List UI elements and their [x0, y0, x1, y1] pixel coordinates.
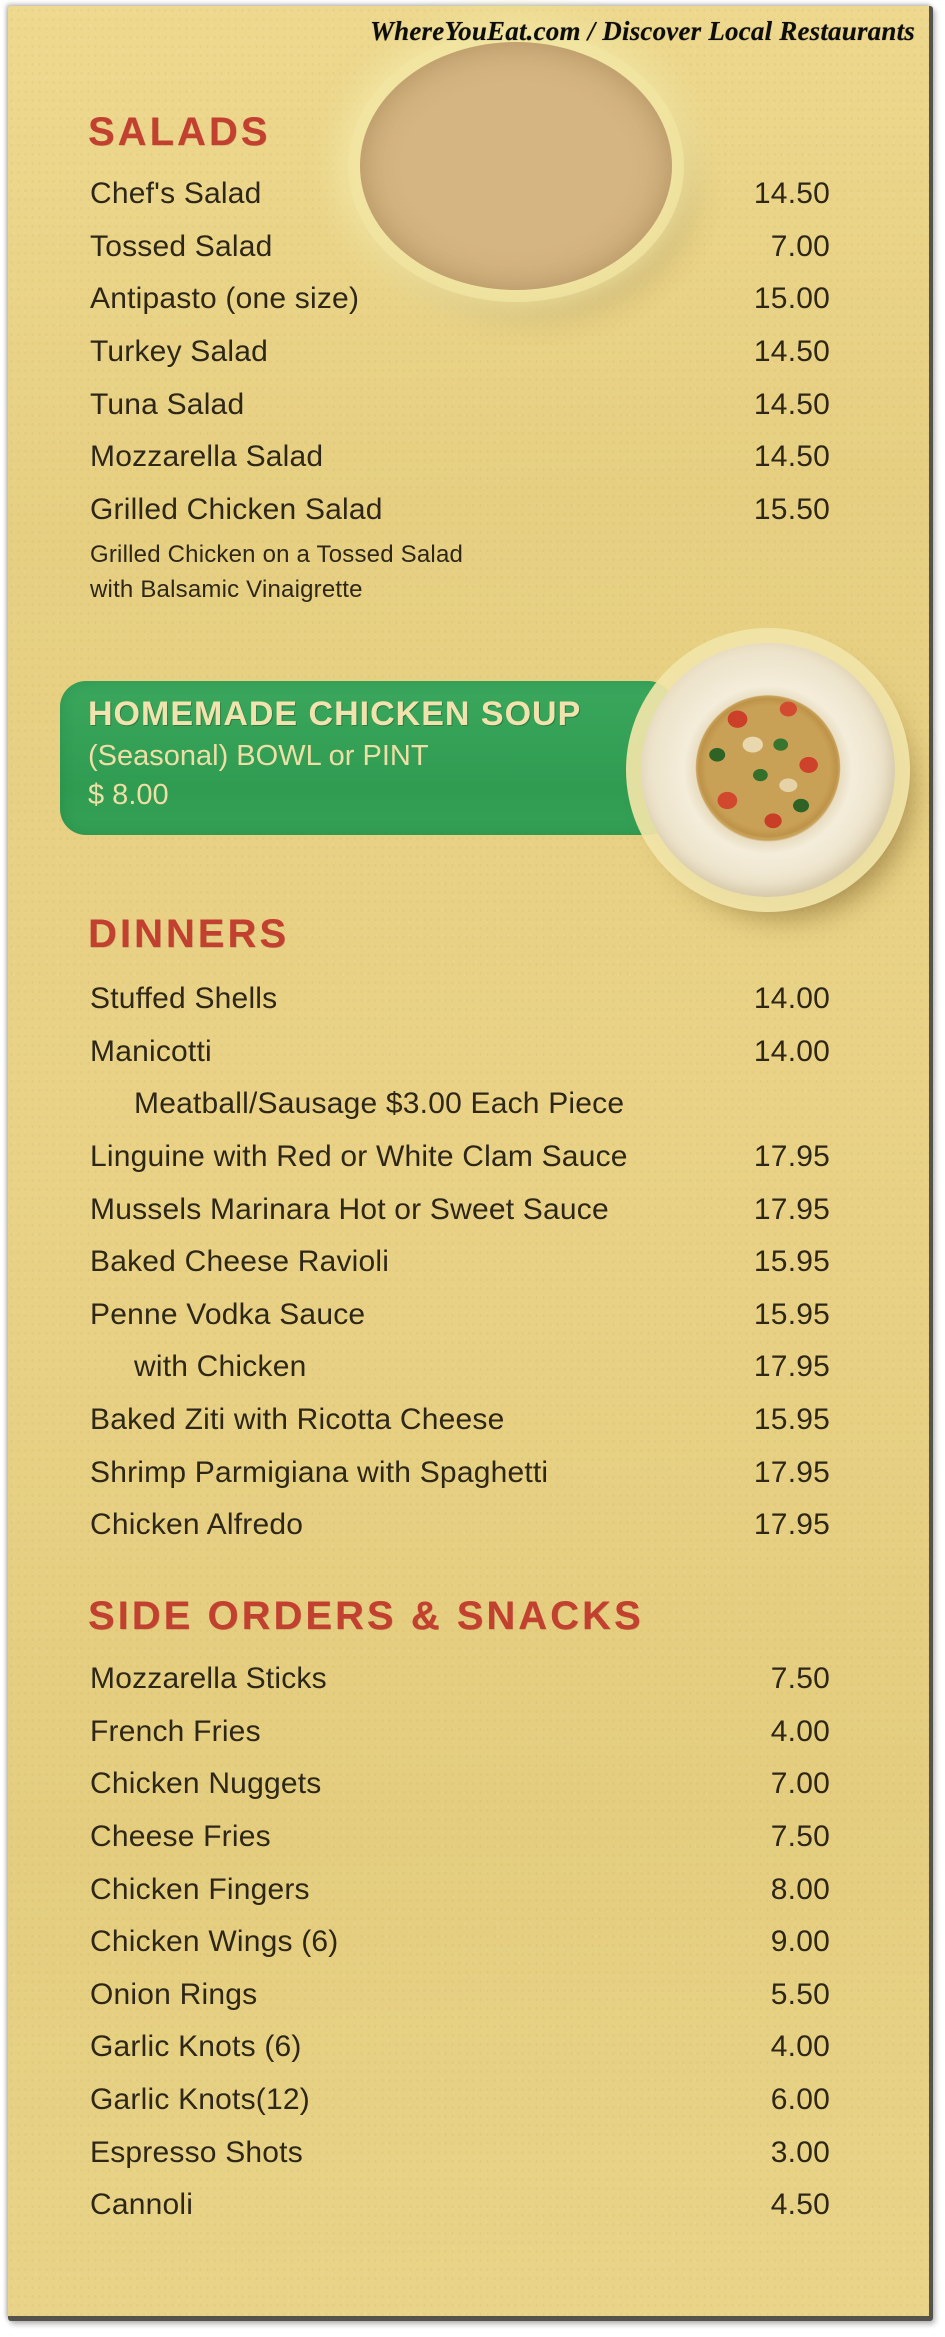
item-price: 7.00 — [770, 229, 830, 263]
salads-section-header: SALADS — [88, 110, 271, 154]
menu-item-row — [90, 1394, 830, 1447]
dinners-item-list — [90, 973, 830, 1552]
menu-item-row — [90, 1026, 830, 1079]
item-name: Linguine with Red or White Clam Sauce — [90, 1140, 628, 1174]
item-price: 14.50 — [753, 335, 830, 369]
item-price: 7.00 — [770, 1767, 830, 1801]
menu-item-row — [90, 484, 830, 537]
watermark-text: WhereYouEat.com / Discover Local Restaurants — [369, 16, 915, 46]
item-price: 17.95 — [753, 1350, 830, 1384]
item-name: Antipasto (one size) — [90, 282, 360, 316]
item-price: 9.00 — [770, 1925, 830, 1959]
item-price: 4.00 — [770, 2030, 830, 2064]
menu-item-row — [90, 1289, 830, 1342]
menu-item-row — [90, 1758, 830, 1811]
menu-item-row — [90, 2074, 830, 2127]
item-price: 14.50 — [753, 387, 830, 421]
item-name: Tuna Salad — [90, 387, 245, 421]
item-price: 5.50 — [770, 1977, 830, 2011]
item-name: Chicken Alfredo — [90, 1508, 304, 1542]
item-name: Chicken Fingers — [90, 1872, 310, 1906]
menu-item-row — [90, 378, 830, 431]
item-name: Shrimp Parmigiana with Spaghetti — [90, 1455, 549, 1489]
item-name: Chicken Wings (6) — [90, 1925, 339, 1959]
sides-item-list — [90, 1653, 830, 2232]
item-name: Meatball/Sausage $3.00 Each Piece — [134, 1087, 625, 1121]
item-name: with Chicken — [134, 1350, 307, 1384]
item-price: 17.95 — [753, 1192, 830, 1226]
soup-banner-title: HOMEMADE CHICKEN SOUP — [88, 695, 582, 733]
chicken-soup-banner — [60, 681, 674, 835]
item-name: Garlic Knots(12) — [90, 2083, 310, 2117]
item-price: 7.50 — [770, 1820, 830, 1854]
item-name: Chef's Salad — [90, 177, 262, 211]
item-price: 14.00 — [753, 982, 830, 1016]
item-price: 8.00 — [770, 1872, 830, 1906]
chicken-soup-photo — [641, 643, 895, 897]
menu-item-row — [90, 1499, 830, 1552]
item-name: Manicotti — [90, 1034, 212, 1068]
menu-item-row — [90, 1969, 830, 2022]
menu-item-row — [90, 1706, 830, 1759]
item-name: Mussels Marinara Hot or Sweet Sauce — [90, 1192, 609, 1226]
menu-item-row — [90, 2179, 830, 2232]
menu-item-row — [90, 1183, 830, 1236]
item-name: Mozzarella Sticks — [90, 1662, 327, 1696]
item-price: 4.50 — [770, 2188, 830, 2222]
menu-item-row — [90, 1446, 830, 1499]
menu-item-row — [90, 1916, 830, 1969]
item-name: Garlic Knots (6) — [90, 2030, 302, 2064]
soup-banner-subtitle: (Seasonal) BOWL or PINT — [88, 740, 429, 772]
menu-item-row — [90, 973, 830, 1026]
item-price: 3.00 — [770, 2135, 830, 2169]
item-price: 15.00 — [753, 282, 830, 316]
menu-item-row — [90, 431, 830, 484]
item-price: 17.95 — [753, 1140, 830, 1174]
item-price: 17.95 — [753, 1508, 830, 1542]
item-price: 15.95 — [753, 1297, 830, 1331]
menu-item-row — [90, 1653, 830, 1706]
item-name: French Fries — [90, 1714, 261, 1748]
menu-item-row — [90, 1863, 830, 1916]
item-name: Cannoli — [90, 2188, 194, 2222]
item-price: 4.00 — [770, 1714, 830, 1748]
item-name: Mozzarella Salad — [90, 440, 324, 474]
item-price: 14.50 — [753, 177, 830, 211]
menu-item-row — [90, 1811, 830, 1864]
soup-banner-price: $ 8.00 — [88, 779, 169, 811]
item-name: Grilled Chicken Salad — [90, 492, 383, 526]
sides-section-header: SIDE ORDERS & SNACKS — [88, 1594, 644, 1638]
menu-item-row — [90, 1078, 830, 1131]
menu-item-row — [90, 326, 830, 379]
item-price: 14.50 — [753, 440, 830, 474]
item-name: Turkey Salad — [90, 335, 269, 369]
item-price: 15.95 — [753, 1245, 830, 1279]
description-line: Grilled Chicken on a Tossed Salad — [90, 541, 464, 568]
item-name: Espresso Shots — [90, 2135, 303, 2169]
item-price: 7.50 — [770, 1662, 830, 1696]
item-price: 15.50 — [753, 492, 830, 526]
item-price: 17.95 — [753, 1455, 830, 1489]
description-line: with Balsamic Vinaigrette — [90, 576, 363, 603]
menu-item-row — [90, 1236, 830, 1289]
menu-item-row — [90, 1341, 830, 1394]
menu-item-row — [90, 1131, 830, 1184]
item-name: Onion Rings — [90, 1977, 258, 2011]
item-name: Tossed Salad — [90, 229, 273, 263]
item-price: 15.95 — [753, 1403, 830, 1437]
menu-item-row — [90, 2126, 830, 2179]
dinners-section-header: DINNERS — [88, 912, 290, 956]
chef-salad-photo — [360, 42, 672, 290]
item-name: Cheese Fries — [90, 1820, 271, 1854]
grilled-chicken-salad-description — [90, 537, 463, 607]
item-name: Penne Vodka Sauce — [90, 1297, 366, 1331]
menu-item-row — [90, 2021, 830, 2074]
item-name: Baked Ziti with Ricotta Cheese — [90, 1403, 505, 1437]
item-name: Stuffed Shells — [90, 982, 278, 1016]
item-name: Chicken Nuggets — [90, 1767, 322, 1801]
item-price: 14.00 — [753, 1034, 830, 1068]
item-name: Baked Cheese Ravioli — [90, 1245, 390, 1279]
item-price: 6.00 — [770, 2083, 830, 2117]
